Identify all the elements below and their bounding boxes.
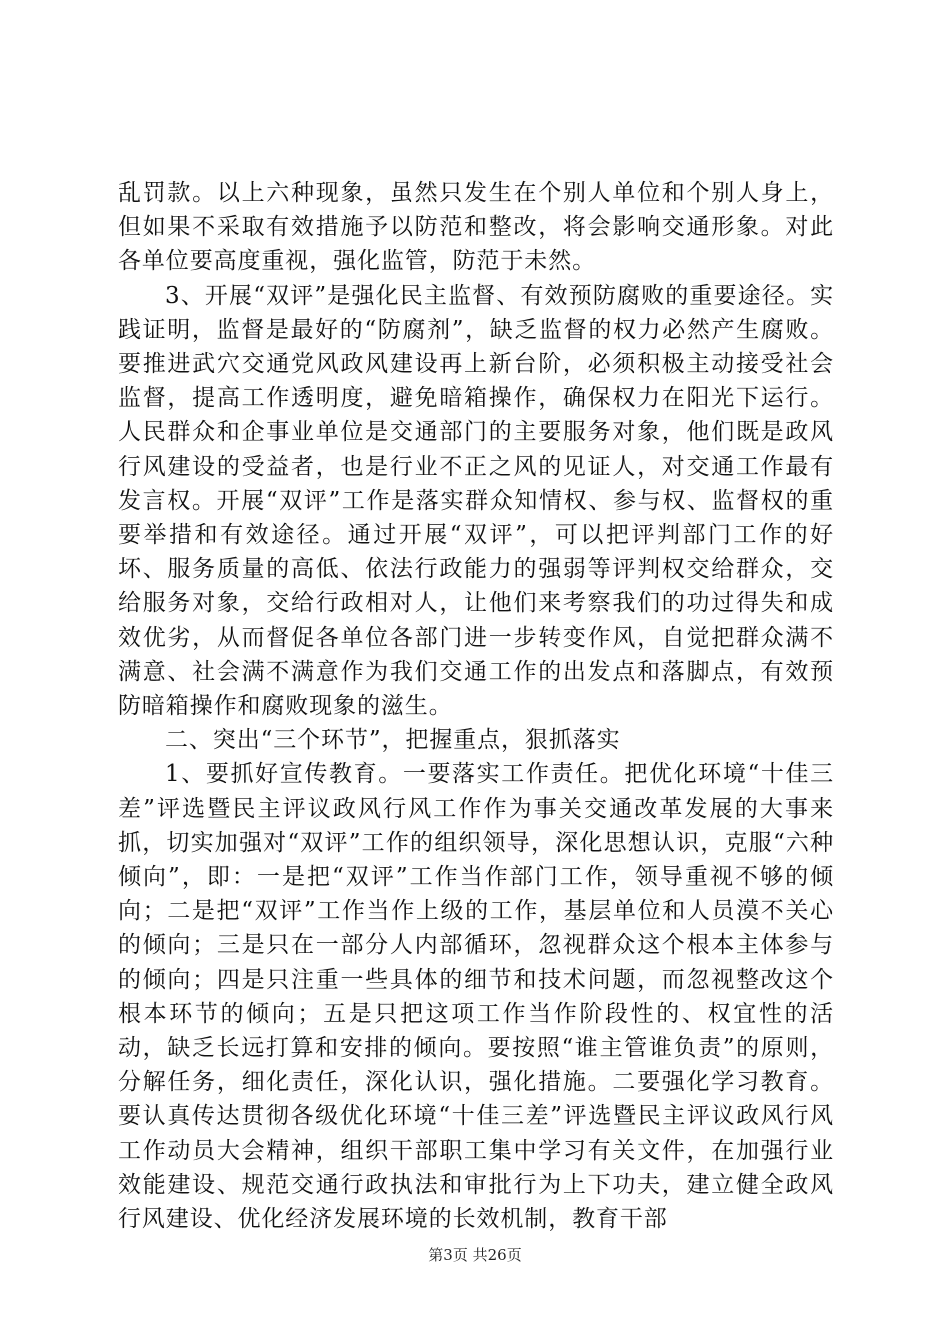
paragraph-item-1: 1、要抓好宣传教育。一要落实工作责任。把优化环境“十佳三差”评选暨民主评议政风行风工作作为事关交通改革发展的大事来抓，切实加强对“双评”工作的组织领导，深化思想认识，克服“六种倾向”，即：一是把“双评”工作当作部门工作，领导重视不够的倾向；二是把“双评”工作当作上级的工作，基层单位和人员漠不关心的倾向；三是只在一部分人内部循环，忽视群众这个根本主体参与的倾向；四是只注重一些具体的细节和技术问题，而忽视整改这个根本环节的倾向；五是只把这项工作当作阶段性的、权宜性的活动，缺乏长远打算和安排的倾向。要按照“谁主管谁负责”的原则，分解任务，细化责任，深化认识，强化措施。二要强化学习教育。要认真传达贯彻各级优化环境“十佳三差”评选暨民主评议政风行风工作动员大会精神，组织干部职工集中学习有关文件，在加强行业效能建设、规范交通行政执法和审批行为上下功夫，建立健全政风行风建设、优化经济发展环境的长效机制，教育干部 bbox=[118, 761, 834, 1233]
paragraph-continuation: 乱罚款。以上六种现象，虽然只发生在个别人单位和个别人身上，但如果不采取有效措施予以防范和整改，将会影响交通形象。对此各单位要高度重视，强化监管，防范于未然。 bbox=[118, 180, 834, 275]
section-heading-two: 二、突出“三个环节”，把握重点，狠抓落实 bbox=[165, 727, 621, 754]
page-number-footer: 第3页 共26页 bbox=[428, 1246, 522, 1264]
document-body bbox=[118, 176, 834, 1236]
paragraph-section-3: 3、开展“双评”是强化民主监督、有效预防腐败的重要途径。实践证明，监督是最好的“防腐剂”，缺乏监督的权力必然产生腐败。要推进武穴交通党风政风建设再上新台阶，必须积极主动接受社会监督，提高工作透明度，避免暗箱操作，确保权力在阳光下运行。人民群众和企事业单位是交通部门的主要服务对象，他们既是政风行风建设的受益者，也是行业不正之风的见证人，对交通工作最有发言权。开展“双评”工作是落实群众知情权、参与权、监督权的重要举措和有效途径。通过开展“双评”，可以把评判部门工作的好坏、服务质量的高低、依法行政能力的强弱等评判权交给群众，交给服务对象，交给行政相对人，让他们来考察我们的功过得失和成效优劣，从而督促各单位各部门进一步转变作风，自觉把群众满不满意、社会满不满意作为我们交通工作的出发点和落脚点，有效预防暗箱操作和腐败现象的滋生。 bbox=[118, 282, 834, 720]
